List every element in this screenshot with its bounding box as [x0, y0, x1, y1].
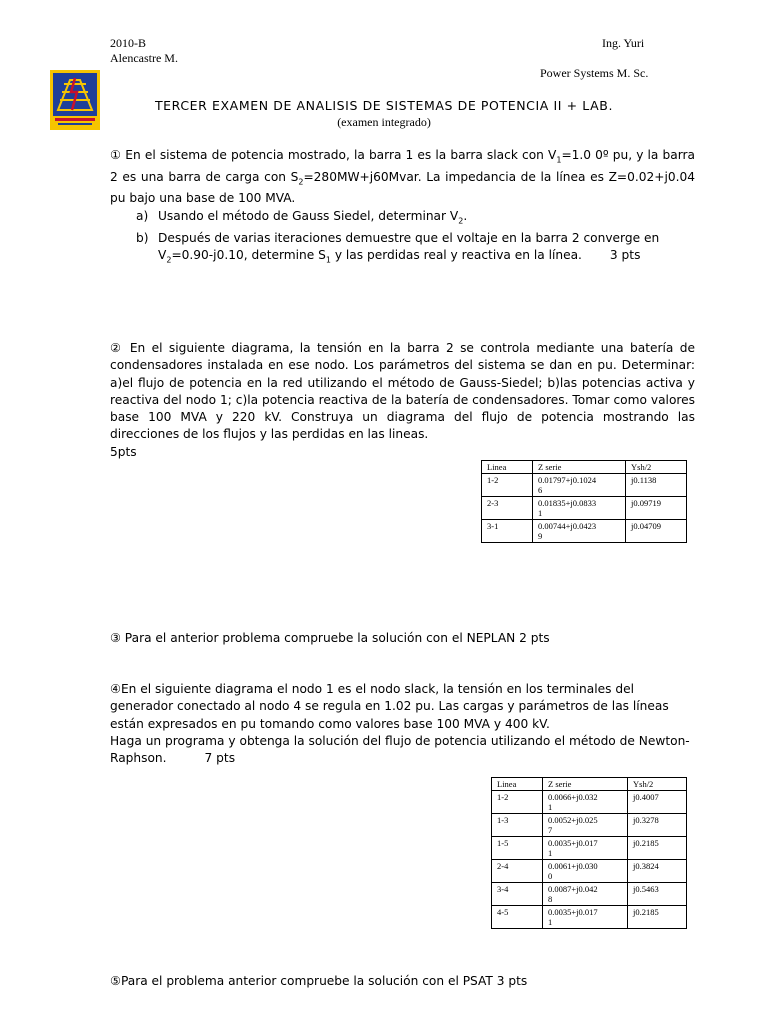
q1-part-a: a) Usando el método de Gauss Siedel, determinar $V_2$.: [136, 208, 468, 226]
question-4: ④En el siguiente diagrama el nodo 1 es el nodo slack, la tensión en los terminales del generador conectado al nodo 4 se regula en 1.02 pu. Las cargas y parámetros de las líneas están expresados en pu tomando como valores base 100 MVA y 400 kV. Haga un programa y obtenga la solución del flujo de potencia utilizando el método de Newton-Raphson. 7 pts: [110, 682, 690, 766]
exam-subtitle: (examen integrado): [337, 115, 431, 129]
header-semester: 2010-B: [110, 36, 146, 50]
table-row: 1-2 0.01797+j0.1024 6 j0.1138: [482, 474, 687, 497]
table-row: 1-2 0.0066+j0.032 1 j0.4007: [492, 791, 687, 814]
header-instructor: Ing. Yuri: [602, 36, 645, 50]
table-row: 3-4 0.0087+j0.042 8 j0.5463: [492, 883, 687, 906]
question-1: ① En el sistema de potencia mostrado, la barra 1 es la barra slack con $V_1=1.0$ 0º pu, y la barra 2 es una barra de carga con $S_2=280MW+j60Mvar$. La impedancia de la línea es Z=0.02+j0.04 pu bajo una base de 100 MVA. a) Usando el método de Gauss Siedel, determinar $V_2$. b) Después de varias iteraciones demuestre que el voltaje en la barra 2 converge en $V_2=0.90-j0.10$, determine $S_1$ y las perdidas real y reactiva en la línea. 3 pts: [110, 147, 695, 269]
table-header-row: Linea Z serie Ysh/2: [492, 778, 687, 791]
line-data-table-1: [481, 460, 687, 543]
header-left: [110, 36, 178, 66]
table-row: 1-3 0.0052+j0.025 7 j0.3278: [492, 814, 687, 837]
question-2: ② En el siguiente diagrama, la tensión en la barra 2 se controla mediante una batería de condensadores instalada en ese nodo. Los parámetros del sistema se dan en pu. Determinar: a)el flujo de potencia en la red utilizando el método de Gauss-Siedel; b)las potencias activa y reactiva del nodo 1; c)la potencia reactiva de la batería de condensadores. Tomar como valores base 100 MVA y 220 kV. Construya un diagrama del flujo de potencia mostrando las direcciones de los flujos y las perdidas en las lineas. 5pts: [110, 340, 695, 461]
table-header-row: Linea Z serie Ysh/2: [482, 461, 687, 474]
q5-number: ⑤: [110, 974, 121, 988]
exam-title: TERCER EXAMEN DE ANALISIS DE SISTEMAS DE POTENCIA II + LAB.: [154, 98, 614, 113]
question-3: ③ Para el anterior problema compruebe la solución con el NEPLAN 2 pts: [110, 631, 550, 645]
q1-part-b: b) Después de varias iteraciones demuestre que el voltaje en la barra 2 converge en $V_2=0.90-j0.10$, determine $S_1$ y las perdidas real y reactiva en la línea. 3 pts: [136, 230, 660, 265]
table-row: 4-5 0.0035+j0.017 1 j0.2185: [492, 906, 687, 929]
q4-number: ④: [110, 682, 121, 696]
table-row: 1-5 0.0035+j0.017 1 j0.2185: [492, 837, 687, 860]
q1-points: 3 pts: [609, 247, 641, 262]
header-degree: Power Systems M. Sc.: [540, 66, 649, 80]
q1-number: ①: [110, 148, 122, 162]
q3-number: ③: [110, 631, 121, 645]
q4-points: 7 pts: [204, 751, 236, 766]
question-5: ⑤Para el problema anterior compruebe la solución con el PSAT 3 pts: [110, 974, 528, 988]
table-row: 2-3 0.01835+j0.0833 1 j0.09719: [482, 497, 687, 520]
table-row: 3-1 0.00744+j0.0423 9 j0.04709: [482, 520, 687, 543]
q2-points: 5pts: [110, 444, 137, 459]
line-data-table-2: [491, 777, 687, 929]
header-author: Alencastre M.: [110, 51, 178, 65]
table-row: 2-4 0.0061+j0.030 0 j0.3824: [492, 860, 687, 883]
q2-number: ②: [110, 341, 124, 355]
